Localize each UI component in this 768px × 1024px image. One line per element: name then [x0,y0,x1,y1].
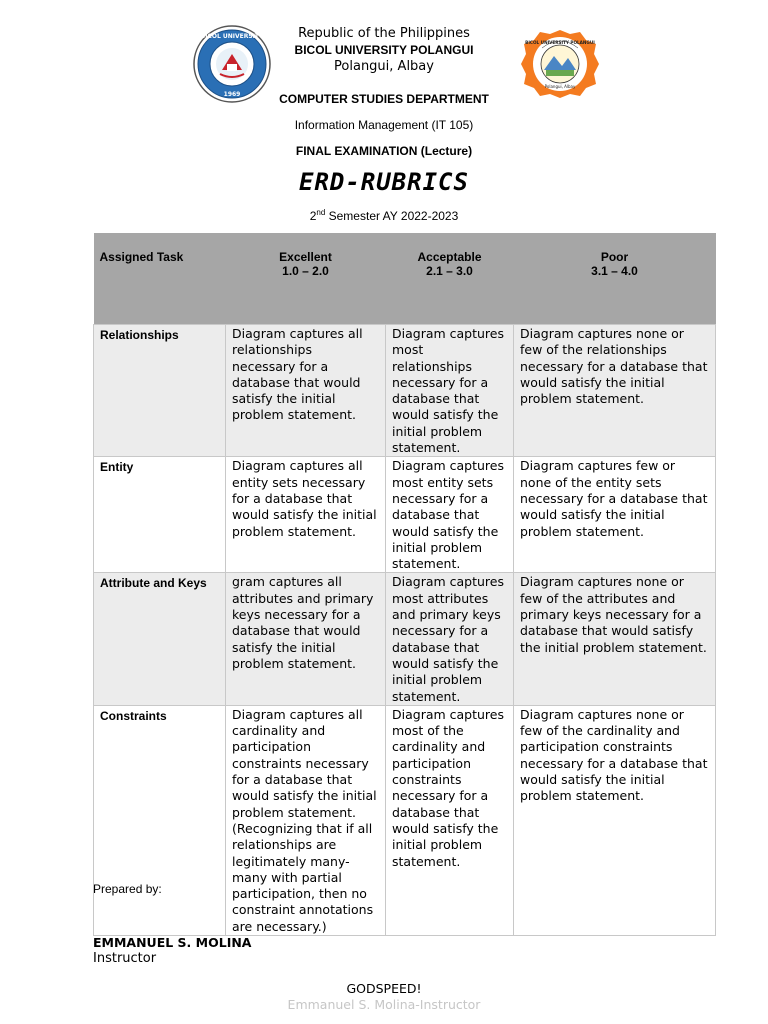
instructor-role: Instructor [93,951,157,966]
header-excellent: Excellent 1.0 – 2.0 [226,233,386,325]
semester-suffix: nd [316,208,326,217]
acceptable-cell: Diagram captures most of the cardinality and participation constraints necessary for a database that would satisfy the initial problem statement. [386,705,514,935]
svg-text:BICOL UNIVERSITY: BICOL UNIVERSITY [200,33,264,40]
department-title: COMPUTER STUDIES DEPARTMENT [279,92,489,106]
poor-cell: Diagram captures none or few of the cardinality and participation constraints necessary for a database that would satisfy the initial problem statement. [514,705,716,935]
university-name: BICOL UNIVERSITY POLANGUI [294,43,474,57]
semester-text: Semester AY 2022-2023 [325,209,459,223]
header-acceptable: Acceptable 2.1 – 3.0 [386,233,514,325]
town-line: Polangui, Albay [334,59,434,74]
task-cell: Attribute and Keys [94,573,226,705]
instructor-name: EMMANUEL S. MOLINA [93,935,252,950]
prepared-by-label: Prepared by: [93,882,162,896]
header-poor: Poor 3.1 – 4.0 [514,233,716,325]
table-header-row [94,233,716,325]
table-row [94,705,716,935]
poor-cell: Diagram captures none or few of the relationships necessary for a database that would satisfy the initial problem statement. [514,325,716,457]
svg-text:Polangui, Albay: Polangui, Albay [544,84,576,89]
poor-cell: Diagram captures none or few of the attributes and primary keys necessary for a database that would satisfy the initial problem statement. [514,573,716,705]
course-title: Information Management (IT 105) [294,118,474,132]
poor-cell: Diagram captures few or none of the entity sets necessary for a database that would satisfy the initial problem statement. [514,457,716,573]
task-cell: Constraints [94,705,226,935]
footer-watermark: Emmanuel S. Molina-Instructor [287,997,481,1012]
acceptable-cell: Diagram captures most entity sets necessary for a database that would satisfy the initial problem statement. [386,457,514,573]
table-row [94,457,716,573]
table-row [94,325,716,457]
table-row [94,573,716,705]
exam-title: FINAL EXAMINATION (Lecture) [295,144,473,158]
rubric-table [93,233,716,936]
excellent-cell: gram captures all attributes and primary keys necessary for a database that would satisfy the initial problem statement. [226,573,386,705]
republic-line: Republic of the Philippines [298,26,470,41]
svg-text:BICOL UNIVERSITY POLANGUI: BICOL UNIVERSITY POLANGUI [525,40,595,45]
task-cell: Relationships [94,325,226,457]
excellent-cell: Diagram captures all cardinality and participation constraints necessary for a database that would satisfy the initial problem statement. (Recognizing that if all relationships are legitimately many-many with partial participation, then no constraint annotations are necessary.) [226,705,386,935]
acceptable-cell: Diagram captures most attributes and primary keys necessary for a database that would satisfy the initial problem statement. [386,573,514,705]
page-title: ERD-RUBRICS [299,168,469,196]
task-cell: Entity [94,457,226,573]
semester-line [0,208,768,223]
closing-message: GODSPEED! [346,981,422,996]
header-assigned-task: Assigned Task [94,233,226,325]
excellent-cell: Diagram captures all relationships necessary for a database that would satisfy the initial problem statement. [226,325,386,457]
acceptable-cell: Diagram captures most relationships necessary for a database that would satisfy the initial problem statement. [386,325,514,457]
semester-ordinal: 2 [309,209,317,223]
svg-text:1969: 1969 [223,91,241,98]
excellent-cell: Diagram captures all entity sets necessary for a database that would satisfy the initial problem statement. [226,457,386,573]
